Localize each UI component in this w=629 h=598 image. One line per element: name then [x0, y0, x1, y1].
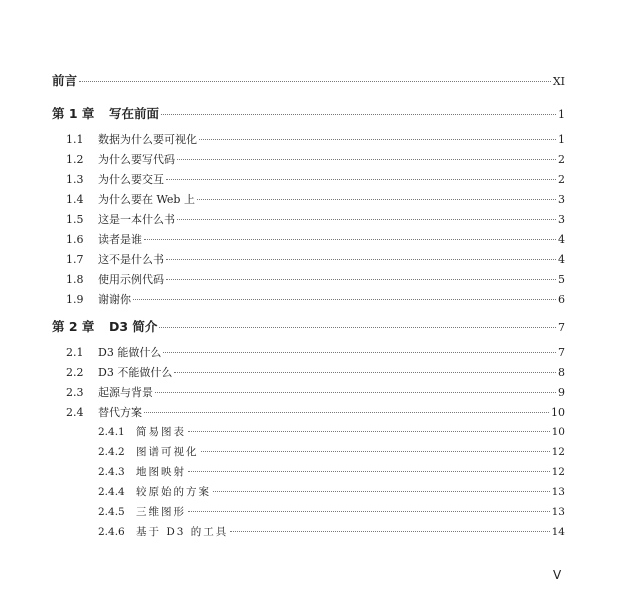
toc-entry-title: 较原始的方案 [136, 486, 211, 498]
toc-section-entry[interactable] [66, 171, 565, 187]
section-number: 1.7 [66, 253, 84, 266]
toc-section-entry[interactable] [66, 251, 565, 267]
toc-entry-page: 9 [558, 386, 565, 399]
section-number: 1.6 [66, 233, 84, 246]
dot-leader [159, 326, 556, 328]
dot-leader [197, 198, 556, 200]
toc-entry-title: 谢谢你 [98, 293, 131, 306]
toc-section-entry[interactable] [66, 211, 565, 227]
toc-entry-page: 3 [558, 213, 565, 226]
dot-leader [166, 278, 556, 280]
toc-entry-page: 4 [558, 233, 565, 246]
toc-entry-page: 8 [558, 366, 565, 379]
toc-chapter-entry[interactable] [52, 104, 565, 122]
toc-entry-page: 13 [551, 486, 565, 498]
toc-entry-title: 为什么要在 Web 上 [98, 193, 195, 206]
toc-subsection-entry[interactable] [98, 424, 565, 439]
toc-section-entry[interactable] [66, 291, 565, 307]
toc-entry-title: 为什么要交互 [98, 173, 164, 186]
section-number: 1.1 [66, 133, 84, 146]
toc-entry-title: 地图映射 [136, 466, 186, 478]
chapter-number: 第 2 章 [52, 319, 95, 334]
toc-entry-page: 1 [558, 133, 565, 146]
toc-entry-page: 13 [551, 506, 565, 518]
dot-leader [155, 391, 556, 393]
toc-section-entry[interactable] [66, 364, 565, 380]
toc-section-entry[interactable] [66, 191, 565, 207]
toc-chapter-entry[interactable] [52, 317, 565, 335]
toc-entry-page: 12 [551, 446, 565, 458]
toc-entry-title: 起源与背景 [98, 386, 153, 399]
toc-entry-page: 2 [558, 173, 565, 186]
toc-entry-page: 1 [558, 108, 565, 121]
toc-entry-title: D3 简介 [109, 319, 158, 334]
dot-leader [188, 430, 550, 432]
dot-leader [79, 80, 551, 82]
toc-entry-page: 2 [558, 153, 565, 166]
toc-entry-title: D3 不能做什么 [98, 366, 173, 379]
dot-leader [213, 490, 550, 492]
section-number: 2.1 [66, 346, 84, 359]
toc-entry-title: 数据为什么要可视化 [98, 133, 197, 146]
toc-entry-title: D3 能做什么 [98, 346, 162, 359]
toc-entry-page: 7 [558, 321, 565, 334]
toc-entry-title: 基于 D3 的工具 [136, 526, 229, 538]
toc-entry-title: 使用示例代码 [98, 273, 164, 286]
toc-subsection-entry[interactable] [98, 464, 565, 479]
section-number: 1.5 [66, 213, 84, 226]
toc-entry-page: 7 [558, 346, 565, 359]
toc-section-entry[interactable] [66, 151, 565, 167]
toc-entry-title: 这不是什么书 [98, 253, 164, 266]
section-number: 1.3 [66, 173, 84, 186]
toc-entry-page: 10 [551, 426, 565, 438]
toc-section-entry[interactable] [66, 384, 565, 400]
toc-entry-page: 5 [558, 273, 565, 286]
dot-leader [166, 178, 556, 180]
dot-leader [188, 510, 550, 512]
toc-entry-title: 为什么要写代码 [98, 153, 175, 166]
toc-section-entry[interactable] [66, 131, 565, 147]
toc-entry-page: XI [552, 75, 565, 88]
toc-entry-page: 12 [551, 466, 565, 478]
toc-entry-title: 写在前面 [109, 106, 160, 121]
section-number: 1.9 [66, 293, 84, 306]
toc-entry-title: 替代方案 [98, 406, 142, 419]
dot-leader [133, 298, 556, 300]
section-number: 1.4 [66, 193, 84, 206]
section-number: 2.2 [66, 366, 84, 379]
section-number: 1.2 [66, 153, 84, 166]
toc-section-entry[interactable] [66, 271, 565, 287]
toc-section-entry[interactable] [66, 404, 565, 420]
toc-section-entry[interactable] [66, 231, 565, 247]
toc-entry-title: 三维图形 [136, 506, 186, 518]
subsection-number: 2.4.2 [98, 446, 125, 458]
toc-section-entry[interactable] [66, 344, 565, 360]
subsection-number: 2.4.4 [98, 486, 125, 498]
section-number: 2.4 [66, 406, 84, 419]
toc-subsection-entry[interactable] [98, 484, 565, 499]
toc-entry-page: 3 [558, 193, 565, 206]
toc-entry-page: 14 [551, 526, 565, 538]
subsection-number: 2.4.1 [98, 426, 125, 438]
toc-entry-page: 4 [558, 253, 565, 266]
chapter-number: 第 1 章 [52, 106, 95, 121]
toc-entry-title: 前言 [52, 73, 78, 88]
dot-leader [163, 351, 556, 353]
subsection-number: 2.4.3 [98, 466, 125, 478]
toc-subsection-entry[interactable] [98, 444, 565, 459]
page-folio: V [553, 568, 562, 582]
dot-leader [161, 113, 556, 115]
section-number: 2.3 [66, 386, 84, 399]
dot-leader [177, 218, 556, 220]
subsection-number: 2.4.6 [98, 526, 125, 538]
dot-leader [174, 371, 556, 373]
toc-entry-page: 6 [558, 293, 565, 306]
dot-leader [201, 450, 550, 452]
subsection-number: 2.4.5 [98, 506, 125, 518]
dot-leader [188, 470, 550, 472]
toc-entry-title: 读者是谁 [98, 233, 142, 246]
dot-leader [177, 158, 556, 160]
section-number: 1.8 [66, 273, 84, 286]
dot-leader [144, 411, 549, 413]
toc-preface-entry[interactable] [52, 71, 565, 89]
dot-leader [144, 238, 556, 240]
dot-leader [166, 258, 556, 260]
toc-entry-title: 简易图表 [136, 426, 186, 438]
toc-subsection-entry[interactable] [98, 524, 565, 539]
toc-entry-page: 10 [551, 406, 565, 419]
toc-entry-title: 图谱可视化 [136, 446, 199, 458]
toc-subsection-entry[interactable] [98, 504, 565, 519]
dot-leader [230, 530, 549, 532]
toc-entry-title: 这是一本什么书 [98, 213, 175, 226]
dot-leader [199, 138, 556, 140]
